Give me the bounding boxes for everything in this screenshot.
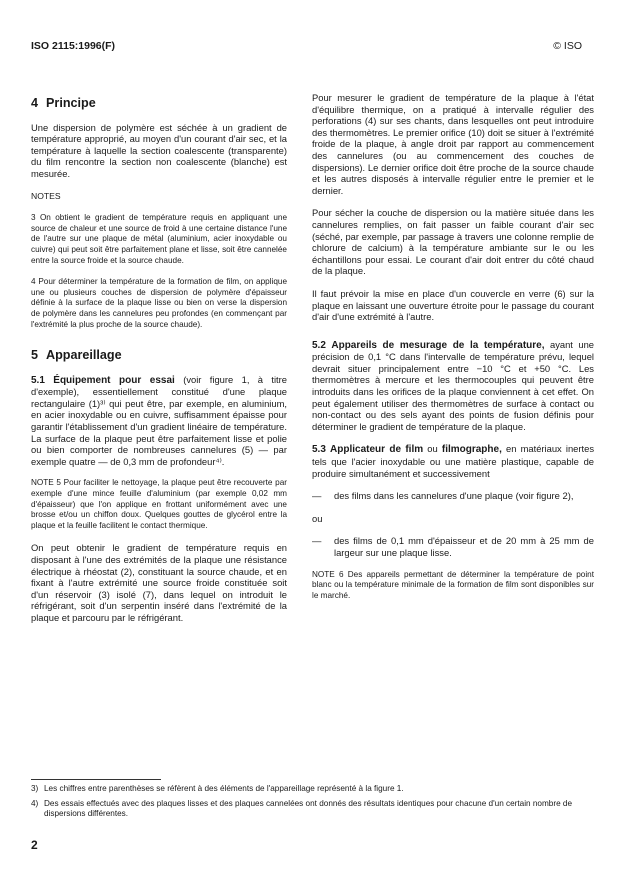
section-number: 5: [31, 348, 39, 363]
section-5-heading: [31, 350, 287, 362]
footnote: [31, 784, 593, 795]
list-item: [312, 490, 594, 502]
dash-bullet: —: [312, 535, 322, 547]
footnote-text: Des essais effectués avec des plaques lisses et des plaques cannelées ont donnés des résultats identiques pour chacune d'un certain nombre de dispersions différentes.: [44, 798, 573, 819]
dash-bullet: —: [312, 490, 322, 502]
gradient-paragraph: On peut obtenir le gradient de température requis en disposant à l'une des extrémités de la plaque une résistance électrique à rhéostat (2), constituant la source chaude, et en fixant à l'autre extrémité une source froide constituée soit d'un réservoir (3) isolé (7), dans lequel on introduit le réfrigérant, soit d'un serpentin inséré dans l'extrémité de la plaque et parcouru par le réfrigérant.: [31, 542, 287, 623]
subsection-title-alt: filmographe,: [441, 444, 502, 456]
cover-paragraph: Il faut prévoir la mise en place d'un couvercle en verre (6) sur la plaque en laissant une ouverture étroite pour le passage du courant d'air d'une extrémité à l'autre.: [312, 287, 594, 323]
list-item-text: des films dans les cannelures d'une plaque (voir figure 2),: [334, 490, 574, 502]
note-6: NOTE 6 Des appareils permettant de déterminer la température de point blanc ou la température minimale de la formation de film sont disponibles sur le marché.: [312, 569, 594, 600]
footnote: [31, 799, 593, 820]
note-3: 3 On obtient le gradient de température requis en appliquant une source de chaleur et une source de froid à une certaine distance l'une de l'autre sur une plaque de métal (aluminium, acier inoxydable ou cuivre) qui peut soit être parfaitement plane et lisse, soit être cannelée entre la source froide et la source chaude.: [31, 213, 287, 265]
principle-paragraph: Une dispersion de polymère est séchée à un gradient de température approprié, au moyen d'un courant d'air sec, et la température à laquelle la section coalescente (transparente) du film rencontre la section non coalescente (blanche) est mesurée.: [31, 121, 287, 179]
subsection-text: ayant une précision de 0,1 °C dans l'intervalle de température prévu, lequel devrait situer principalement entre −10 °C et +50 °C. Les thermomètres à mercure et les thermocouples qui peuvent être introduits dans les orifices de la plaque conviennent à cet effet. On peut également utiliser des thermomètres de surface à contact ou non-contact ou des sels ayant des points de fusion définis pour déterminer le gradient de température de la plaque.: [312, 338, 594, 432]
footnote-rule: [31, 779, 161, 780]
subsection-title: Applicateur de film: [330, 444, 424, 456]
subsection-text: en matériaux inertes tels que l'acier inoxydable ou une matière plastique, capable de produire simultanément et successivement: [312, 443, 595, 479]
subsection-text: (voir figure 1, à titre d'exemple), essentiellement constitué d'une plaque rectangulaire (1)³⁾ qui peut être, par exemple, en aluminium, en acier inoxydable ou en cuivre, suffisamment épaisse pour garantir l'établissement d'un gradient linéaire de température. La surface de la plaque peut être parfaitement lisse et polie ou bien comporter de nombreuses cannelures (5) — par exemple quatre — de 0,3 mm de profondeur⁴⁾.: [31, 373, 287, 467]
section-number: 4: [31, 96, 39, 110]
subsection-5-1: [31, 374, 287, 468]
document-id: ISO 2115:1996(F): [31, 40, 116, 52]
footnotes: [31, 779, 593, 824]
list-item: [312, 535, 594, 558]
subsection-5-3: [312, 443, 594, 479]
or-connector: ou: [312, 512, 323, 524]
footnote-number: 3): [31, 784, 39, 793]
drying-paragraph: Pour sécher la couche de dispersion ou la matière située dans les cannelures remplies, on fait passer un faible courant d'air sec (séché, par exemple, par passage à travers une colonne remplie de chlorure de calcium) à la température ambiante sur le ou les échantillons pour essai. Le courant d'air doit entrer du côté chaud de la plaque.: [312, 207, 594, 277]
subsection-5-2: [312, 339, 594, 433]
section-title: Principe: [46, 96, 96, 110]
note-4: 4 Pour déterminer la température de la formation de film, on applique une ou plusieurs couches de dispersion de polymère d'épaisseur définie à la surface de la plaque lisse ou bien on verse la dispersion de polymère dans les cannelures peu profondes (en commençant par l'extrémité la plus proche de la source chaude).: [31, 277, 287, 329]
notes-label: NOTES: [31, 190, 61, 201]
subsection-title: Appareils de mesurage de la température,: [331, 339, 545, 351]
subsection-number: 5.1: [31, 374, 45, 386]
right-column: [312, 92, 594, 612]
page-number: 2: [31, 838, 38, 852]
footnote-text: Les chiffres entre parenthèses se réfèrent à des éléments de l'appareillage représenté à la figure 1.: [44, 784, 404, 793]
section-4-heading: [31, 98, 287, 110]
footnote-number: 4): [31, 798, 39, 808]
measurement-paragraph: Pour mesurer le gradient de température de la plaque à l'état d'équilibre thermique, on a pratiqué à intervalle régulier des perforations (4) sur ses chants, dans lesquelles ont peut introduire des thermomètres. Le premier orifice (10) doit se situer à l'extrémité froide de la plaque, à angle droit par rapport au commencement des cannelures (ou au commencement des couches de dispersions). Le dernier orifice doit être proche de la source chaude et les autres disposés à intervalle régulier entre le premier et le dernier.: [312, 92, 594, 196]
left-column: [31, 92, 287, 635]
subsection-title: Équipement pour essai: [53, 374, 175, 386]
subsection-number: 5.3: [312, 444, 326, 456]
subsection-title-connector: ou: [423, 443, 442, 455]
list-item-text: des films de 0,1 mm d'épaisseur et de 20 mm à 25 mm de largeur sur une plaque lisse.: [334, 535, 594, 558]
section-title: Appareillage: [46, 348, 122, 363]
subsection-number: 5.2: [312, 339, 326, 351]
note-5: NOTE 5 Pour faciliter le nettoyage, la plaque peut être recouverte par exemple d'une mince feuille d'aluminium (par exemple 0,02 mm d'épaisseur) que l'on applique en frottant uniformément avec une brosse et/ou un chiffon doux. Quelques gouttes de glycérol entre la plaque et la feuille facilitent le contact thermique.: [31, 478, 287, 530]
copyright-mark: © ISO: [553, 40, 582, 52]
